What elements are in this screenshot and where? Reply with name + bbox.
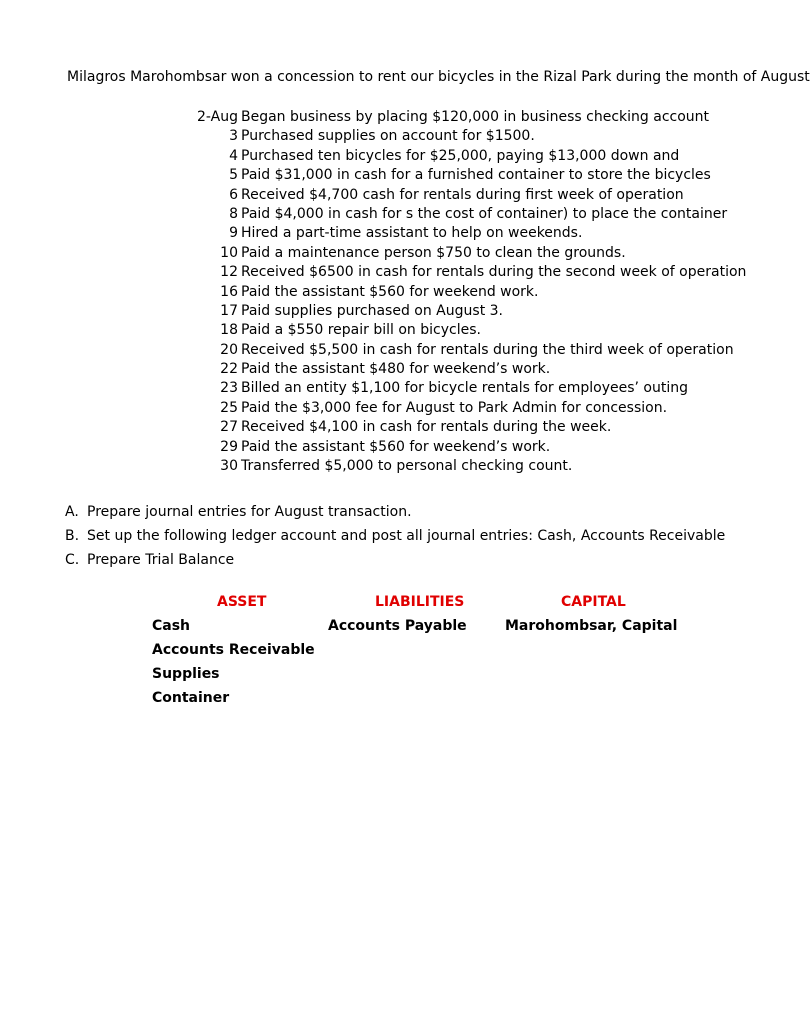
transaction-row: [0, 457, 682, 476]
account-accounts-payable: Accounts Payable: [328, 618, 467, 634]
transaction-text: Paid $31,000 in cash for a furnished container to store the bicycles: [241, 167, 711, 184]
intro-text: Milagros Marohombsar won a concession to rent our bicycles in the Rizal Park during the month of August: [67, 69, 810, 85]
transaction-day: 8: [229, 205, 238, 222]
transaction-text: Received $4,100 in cash for rentals during the week.: [241, 419, 612, 436]
task-text: Prepare Trial Balance: [87, 552, 235, 568]
transaction-day: 17: [220, 302, 238, 319]
task-text: Prepare journal entries for August transaction.: [87, 504, 412, 520]
capital-header: CAPITAL: [561, 594, 626, 610]
transaction-row: [0, 438, 682, 457]
transaction-text: Paid the $3,000 fee for August to Park Admin for concession.: [241, 399, 668, 416]
account-capital: Marohombsar, Capital: [505, 618, 678, 634]
transaction-day: 22: [220, 361, 238, 378]
transaction-day: 3: [229, 128, 238, 145]
transaction-day: 30: [220, 458, 238, 475]
transaction-text: Transferred $5,000 to personal checking count.: [241, 458, 573, 475]
transaction-row: [0, 108, 710, 127]
transaction-row: [0, 283, 682, 302]
account-supplies: Supplies: [152, 666, 220, 682]
transaction-day: 29: [220, 438, 238, 455]
transaction-day: 9: [229, 225, 238, 242]
transaction-text: Paid the assistant $560 for weekend work.: [241, 283, 539, 300]
transaction-day: 23: [220, 380, 238, 397]
transaction-row: [0, 302, 682, 321]
transaction-text: Billed an entity $1,100 for bicycle rentals for employees’ outing: [241, 380, 688, 397]
transaction-text: Purchased supplies on account for $1500.: [241, 128, 535, 145]
transaction-day: 27: [220, 419, 238, 436]
transaction-row: [0, 379, 688, 398]
transaction-text: Paid $4,000 in cash for s the cost of container) to place the container: [241, 205, 728, 222]
transaction-day: 5: [229, 167, 238, 184]
task-text: Set up the following ledger account and post all journal entries: Cash, Accounts Receivable: [87, 528, 726, 544]
transaction-text: Paid a $550 repair bill on bicycles.: [241, 322, 481, 339]
task-letter: A.: [65, 504, 79, 520]
transaction-row: [0, 186, 682, 205]
transaction-text: Paid the assistant $560 for weekend’s work.: [241, 438, 551, 455]
transaction-day: 4: [229, 147, 238, 164]
transaction-day: 25: [220, 399, 238, 416]
transaction-day: 6: [229, 186, 238, 203]
transaction-text: Hired a part-time assistant to help on weekends.: [241, 225, 583, 242]
transaction-row: [0, 341, 734, 360]
transaction-row: [0, 263, 747, 282]
account-accounts-receivable: Accounts Receivable: [152, 642, 315, 658]
transaction-text: Received $6500 in cash for rentals during the second week of operation: [241, 264, 747, 281]
task-letter: C.: [65, 552, 80, 568]
transaction-row: [0, 360, 682, 379]
transaction-day: 2-Aug: [197, 109, 238, 125]
transaction-row: [0, 399, 682, 418]
transaction-text: Paid the assistant $480 for weekend’s work.: [241, 361, 551, 378]
transaction-day: 10: [220, 244, 238, 261]
transaction-row: [0, 166, 711, 185]
transaction-text: Received $4,700 cash for rentals during first week of operation: [241, 186, 684, 203]
transaction-row: [0, 418, 682, 437]
liabilities-header: LIABILITIES: [375, 594, 465, 610]
transaction-text: Paid supplies purchased on August 3.: [241, 302, 503, 319]
task-letter: B.: [65, 528, 80, 544]
asset-header: ASSET: [217, 594, 267, 610]
transaction-row: [0, 147, 682, 166]
transaction-day: 16: [220, 283, 238, 300]
account-cash: Cash: [152, 618, 191, 634]
transaction-day: 12: [220, 264, 238, 281]
transaction-row: [0, 127, 682, 146]
transaction-day: 20: [220, 341, 238, 358]
transaction-day: 18: [220, 322, 238, 339]
transaction-row: [0, 205, 728, 224]
transaction-text: Paid a maintenance person $750 to clean the grounds.: [241, 244, 626, 261]
transaction-text: Purchased ten bicycles for $25,000, paying $13,000 down and: [241, 147, 680, 164]
transaction-list: [0, 108, 747, 476]
transaction-row: [0, 224, 682, 243]
transaction-row: [0, 321, 682, 340]
transaction-row: [0, 244, 682, 263]
transaction-text: Received $5,500 in cash for rentals during the third week of operation: [241, 341, 734, 358]
transaction-text: Began business by placing $120,000 in business checking account: [241, 109, 710, 125]
account-container: Container: [152, 690, 230, 706]
